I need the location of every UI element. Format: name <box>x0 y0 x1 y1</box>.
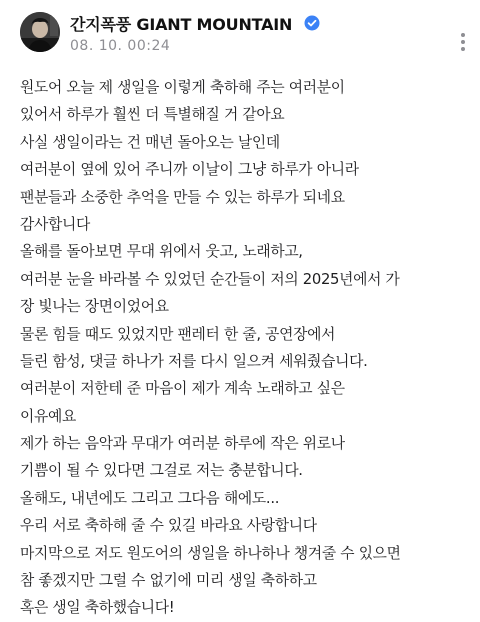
post-body <box>20 74 478 622</box>
post-text-line: 팬분들과 소중한 추억을 만들 수 있는 하루가 되네요 <box>20 188 345 206</box>
post-text-line: 참 좋겠지만 그럴 수 없기에 미리 생일 축하하고 <box>20 572 317 590</box>
post-text-line: 올해도, 내년에도 그리고 그다음 해에도... <box>20 489 280 507</box>
post-text-line: 이유예요 <box>20 407 76 425</box>
post-text-line: 장 빛나는 장면이었어요 <box>20 298 169 316</box>
post-text-line: 여러분 눈을 바라볼 수 있었던 순간들이 저의 2025년에서 가 <box>20 270 400 288</box>
post-text-line: 여러분이 저한테 준 마음이 제가 계속 노래하고 싶은 <box>20 380 345 398</box>
post-text-line: 원도어 오늘 제 생일을 이렇게 축하해 주는 여러분이 <box>20 79 345 96</box>
post-text-line: 감사합니다 <box>20 215 90 233</box>
post-header <box>0 0 480 70</box>
avatar[interactable] <box>20 12 60 52</box>
more-vertical-icon <box>461 40 465 44</box>
post-text-line: 물론 힘들 때도 있었지만 팬레터 한 줄, 공연장에서 <box>20 325 336 343</box>
post-text-line: 혹은 생일 축하했습니다! <box>20 599 175 617</box>
author-name[interactable]: 간지폭풍 GIANT MOUNTAIN <box>70 15 293 34</box>
avatar-image <box>20 12 60 52</box>
post-text-line: 들린 함성, 댓글 하나가 저를 다시 일으켜 세워줬습니다. <box>20 352 368 370</box>
post-text-line: 여러분이 옆에 있어 주니까 이날이 그냥 하루가 아니라 <box>20 161 359 179</box>
post-timestamp: 08. 10. 00:24 <box>70 38 171 54</box>
verified-badge-icon <box>304 15 320 31</box>
post-text-line: 제가 하는 음악과 무대가 여러분 하루에 작은 위로나 <box>20 435 345 453</box>
post-text-line: 사실 생일이라는 건 매년 돌아오는 날인데 <box>20 133 280 151</box>
post-text-line: 기쁨이 될 수 있다면 그걸로 저는 충분합니다. <box>20 462 303 480</box>
more-vertical-icon <box>461 47 465 51</box>
more-vertical-icon <box>461 33 465 37</box>
more-options-button[interactable] <box>455 30 471 54</box>
post-text-line: 마지막으로 저도 원도어의 생일을 하나하나 챙겨줄 수 있으면 <box>20 544 401 562</box>
post-text-line: 우리 서로 축하해 줄 수 있길 바라요 사랑합니다 <box>20 517 317 535</box>
post-text-line: 있어서 하루가 훨씬 더 특별해질 거 같아요 <box>20 106 285 124</box>
post-text-line: 올해를 돌아보면 무대 위에서 웃고, 노래하고, <box>20 243 303 261</box>
